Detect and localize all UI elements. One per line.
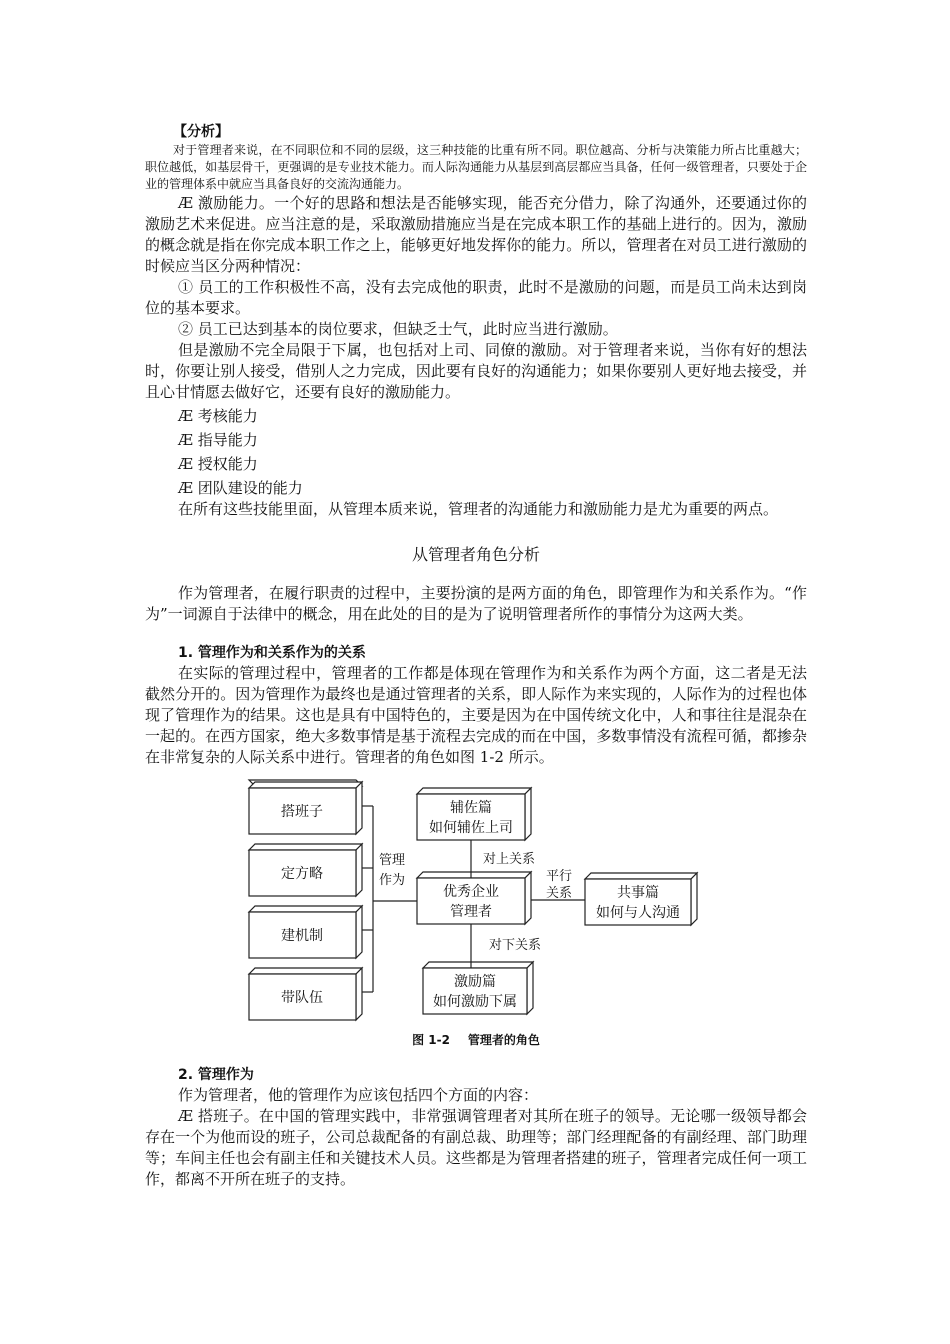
document-page — [145, 122, 807, 1190]
label-cowork-subtitle: 如何与人沟通 — [596, 905, 680, 921]
subsection-2-intro: 作为管理者，他的管理作为应该包括四个方面的内容： — [178, 1086, 539, 1104]
diagram-svg — [145, 776, 807, 1036]
label-set-strategy: 定方略 — [281, 866, 323, 882]
intro-paragraph: 作为管理者，在履行职责的过程中，主要扮演的是两方面的角色，即管理作为和关系作为。“作为”一词源自于法律中的概念，用在此处的目的是为了说明管理者所作的事情分为这两大类。 — [145, 584, 807, 623]
analysis-title: 【分析】 — [173, 124, 229, 140]
summary-paragraph: 在所有这些技能里面，从管理本质来说，管理者的沟通能力和激励能力是尤为重要的两点。 — [178, 500, 779, 518]
label-downward-relation: 对下关系 — [488, 938, 542, 953]
subsection-1-heading: 1. 管理作为和关系作为的关系 — [178, 645, 366, 661]
subsection-2-text: Æ 搭班子。在中国的管理实践中，非常强调管理者对其所在班子的领导。无论哪一级领导都会存在一个为他而设的班子，公司总裁配备的有副总裁、助理等；部门经理配备的有副经理、部门助理等；车间主任也会有副主任和关键技术人员。这些都是为管理者搭建的班子，管理者完成任何一项工作，都离不开所在班子的支持。 — [145, 1107, 807, 1188]
label-motivate-title: 激励篇 — [454, 974, 496, 990]
motivation-paragraph: Æ 激励能力。一个好的思路和想法是否能够实现，能否充分借力，除了沟通外，还要通过你的激励艺术来促进。应当注意的是，采取激励措施应当是在完成本职工作的基础上进行的。因为，激励的概念就是指在你完成本职工作之上，能够更好地发挥你的能力。所以，管理者在对员工进行激励的时候应当区分两种情况： — [145, 194, 807, 275]
subsection-1-text: 在实际的管理过程中，管理者的工作都是体现在管理作为和关系作为两个方面，这二者是无法截然分开的。因为管理作为最终也是通过管理者的关系，即人际作为来实现的，人际作为的过程也体现了管理作为的结果。这也是具有中国特色的，主要是因为在中国传统文化中，人和事往往是混杂在一起的。在西方国家，绝大多数事情是基于流程去完成的而在中国，多数事情没有流程可循，都掺杂在非常复杂的人际关系中进行。管理者的角色如图 1-2 所示。 — [145, 664, 807, 766]
label-build-team: 搭班子 — [281, 804, 323, 820]
bullet-guidance: Æ 指导能力 — [178, 431, 258, 449]
bullet-assessment: Æ 考核能力 — [178, 407, 258, 425]
motivation-case-2: ② 员工已达到基本的岗位要求，但缺乏士气，此时应当进行激励。 — [178, 320, 618, 338]
label-upward-relation: 对上关系 — [482, 852, 536, 867]
label-build-mechanism: 建机制 — [281, 928, 323, 944]
bullet-delegation: Æ 授权能力 — [178, 455, 258, 473]
label-cowork-title: 共事篇 — [617, 885, 659, 901]
label-center-2: 管理者 — [450, 904, 492, 920]
analysis-text: 对于管理者来说，在不同职位和不同的层级，这三种技能的比重有所不同。职位越高、分析与决策能力所占比重越大；职位越低，如基层骨干，更强调的是专业技术能力。而人际沟通能力从基层到高层都应当具备，任何一级管理者，只要处于企业的管理体系中就应当具备良好的交流沟通能力。 — [145, 143, 807, 191]
figure-number: 图 1-2 — [412, 1033, 450, 1047]
label-center-1: 优秀企业 — [443, 884, 499, 900]
label-peer-relation-2: 关系 — [545, 886, 573, 901]
label-assist-title: 辅佐篇 — [450, 800, 492, 816]
motivation-case-1: ① 员工的工作积极性不高，没有去完成他的职责，此时不是激励的问题，而是员工尚未达到岗位的基本要求。 — [145, 278, 807, 317]
label-peer-relation-1: 平行 — [545, 869, 573, 884]
label-mgmt-action-2: 作为 — [378, 873, 406, 888]
manager-role-diagram — [145, 776, 807, 1036]
figure-title: 管理者的角色 — [467, 1033, 540, 1047]
section-title: 从管理者角色分析 — [411, 545, 540, 564]
label-lead-team: 带队伍 — [281, 990, 323, 1006]
motivation-paragraph-2: 但是激励不完全局限于下属，也包括对上司、同僚的激励。对于管理者来说，当你有好的想法时，你要让别人接受，借别人之力完成，因此要有良好的沟通能力；如果你要别人更好地去接受，并且心甘情愿去做好它，还要有良好的激励能力。 — [145, 341, 807, 401]
label-assist-subtitle: 如何辅佐上司 — [429, 820, 513, 836]
subsection-2-heading: 2. 管理作为 — [178, 1067, 254, 1083]
label-motivate-subtitle: 如何激励下属 — [433, 994, 517, 1010]
label-mgmt-action-1: 管理 — [378, 853, 406, 868]
bullet-team-building: Æ 团队建设的能力 — [178, 479, 303, 497]
